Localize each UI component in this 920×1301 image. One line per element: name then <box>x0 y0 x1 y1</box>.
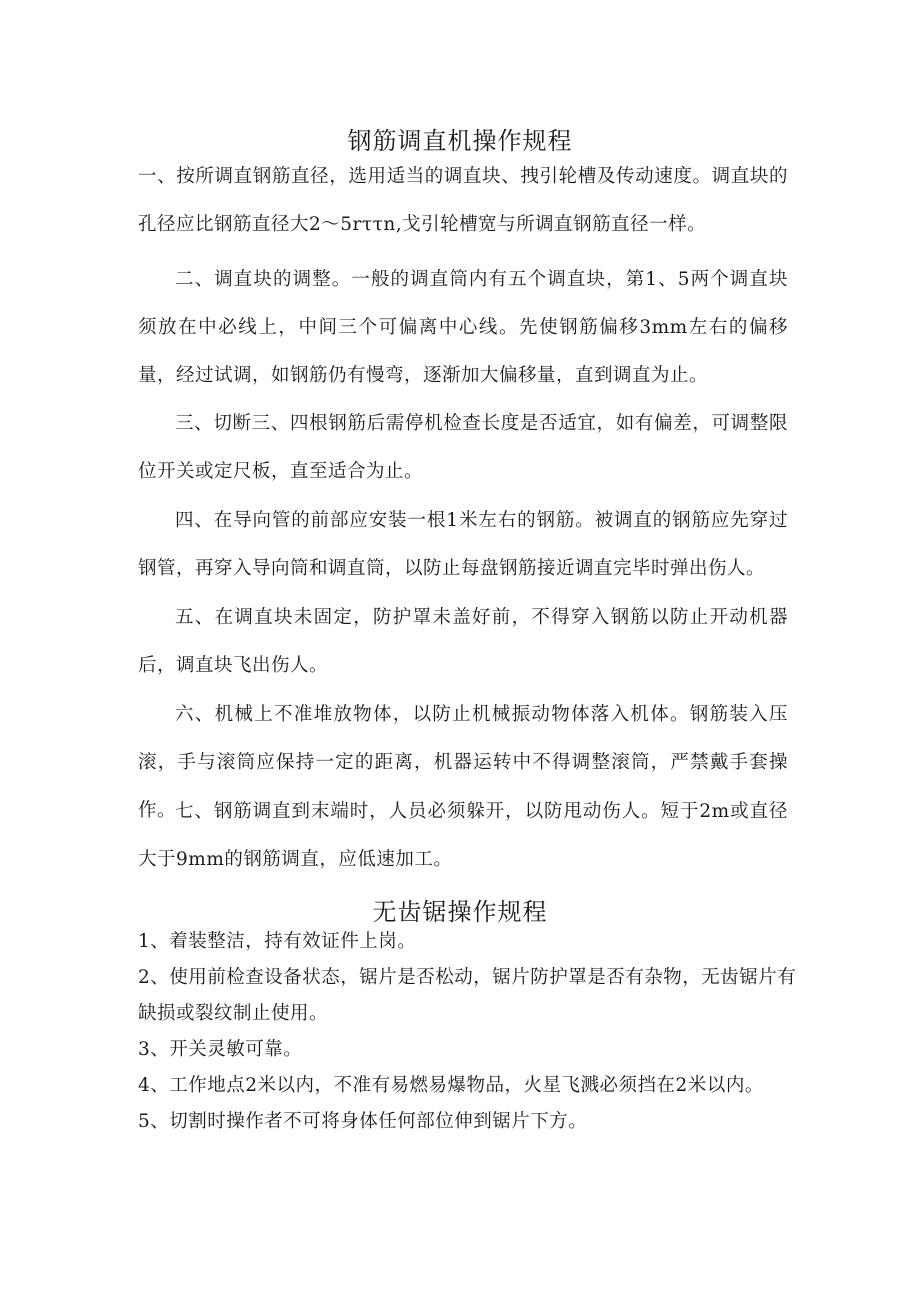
paragraph-7: 七、钢筋调直到末端时，人员必须躲开，以防甩动伤人。短于2m或直径大于9mm的钢筋调直，应低速加工。 <box>138 801 788 870</box>
procedure-list <box>138 924 798 1140</box>
section-title: 无齿锯操作规程 <box>372 898 548 926</box>
paragraph-4: 四、在导向管的前部应安装一根1米左右的钢筋。被调直的钢筋应先穿过钢管，再穿入导向筒和调直筒，以防止每盘钢筋接近调直完毕时弹出伤人。 <box>138 510 788 579</box>
paragraph-1: 一、按所调直钢筋直径，选用适当的调直块、拽引轮槽及传动速度。调直块的孔径应比钢筋直径大2～5rττn,戈引轮槽宽与所调直钢筋直径一样。 <box>138 166 788 235</box>
list-item: 5、切割时操作者不可将身体任何部位伸到锯片下方。 <box>138 1111 588 1132</box>
paragraph-3-block <box>138 400 788 496</box>
page-title: 钢筋调直机操作规程 <box>347 127 573 155</box>
list-item: 1、着装整洁，持有效证件上岗。 <box>138 931 417 952</box>
paragraph-6: 六、机械上不准堆放物体，以防止机械振动物体落入机体。钢筋装入压滚，手与滚筒应保持一定的距离，机器运转中不得调整滚筒，严禁戴手套操作。 <box>138 704 788 821</box>
paragraph-4-block <box>138 497 788 593</box>
paragraph-5: 五、在调直块未固定，防护罩未盖好前，不得穿入钢筋以防止开动机器后，调直块飞出伤人。 <box>138 607 788 676</box>
paragraph-3: 三、切断三、四根钢筋后需停机检查长度是否适宜，如有偏差，可调整限位开关或定尺板，直至适合为止。 <box>138 413 788 482</box>
paragraph-2-block <box>138 256 788 400</box>
paragraph-1-block <box>138 153 788 249</box>
paragraph-7-block <box>138 788 788 884</box>
list-item: 3、开关灵敏可靠。 <box>138 1039 303 1060</box>
list-item: 2、使用前检查设备状态，锯片是否松动，锯片防护罩是否有杂物，无齿锯片有缺损或裂纹制止使用。 <box>138 967 797 1024</box>
paragraph-2: 二、调直块的调整。一般的调直筒内有五个调直块，第1、5两个调直块须放在中必线上，中间三个可偏离中心线。先使钢筋偏移3mm左右的偏移量，经过试调，如钢筋仍有慢弯，逐渐加大偏移量，直到调直为止。 <box>138 269 788 386</box>
paragraph-5-block <box>138 594 788 690</box>
list-item: 4、工作地点2米以内，不准有易燃易爆物品，火星飞溅必须挡在2米以内。 <box>138 1075 764 1096</box>
